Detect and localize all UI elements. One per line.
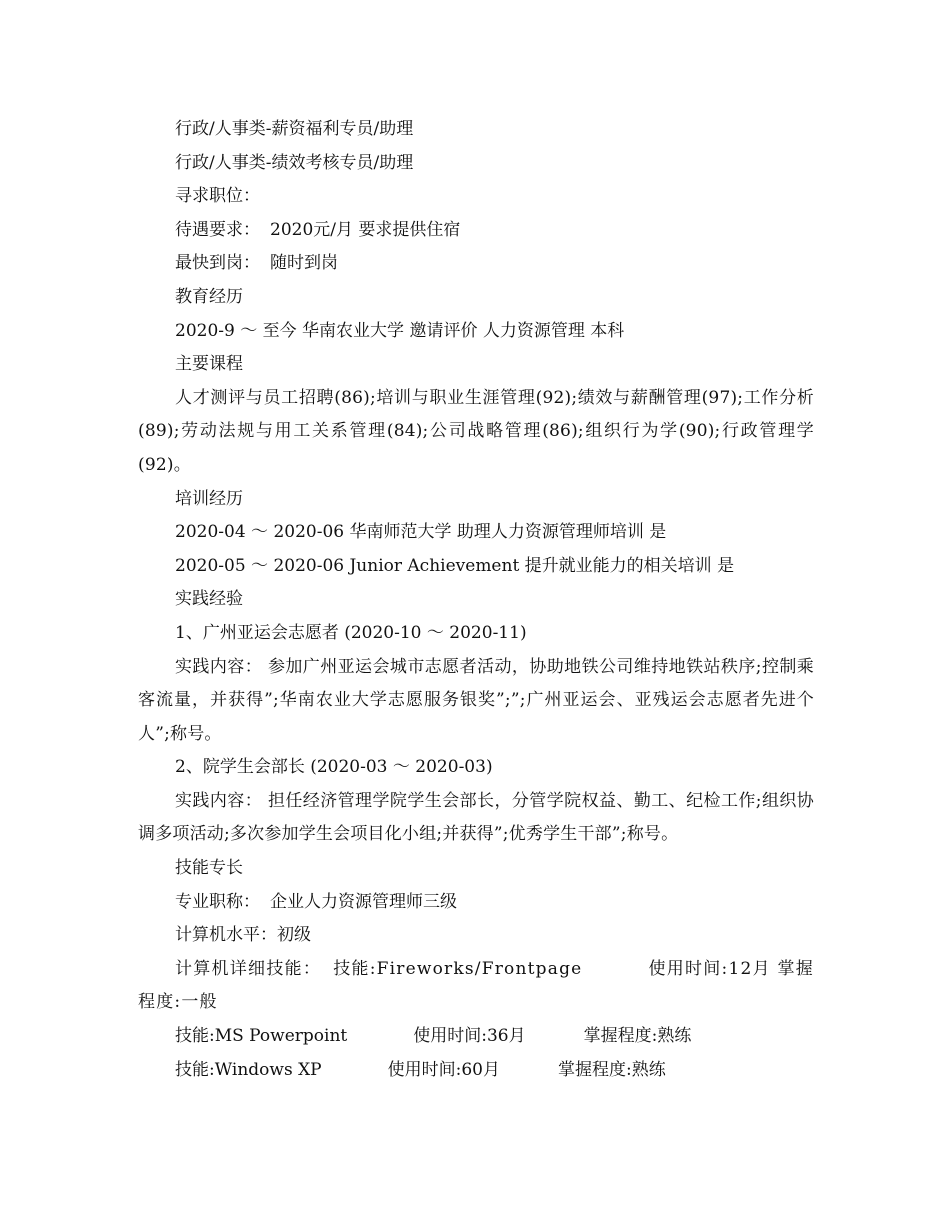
skill-3-level: 掌握程度:熟练	[557, 1059, 666, 1080]
courses-heading: 主要课程	[175, 354, 243, 375]
practice-2-text: 实践内容： 担任经济管理学院学生会部长，分管学院权益、勤工、纪检工作;组织协调多项活动;多次参加学生会项目化小组;并获得”;优秀学生干部”;称号。	[138, 790, 814, 845]
skill-2-level: 掌握程度:熟练	[583, 1026, 692, 1047]
skill-2-time: 使用时间:36月	[413, 1026, 526, 1047]
courses-text: 人才测评与员工招聘(86);培训与职业生涯管理(92);绩效与薪酬管理(97);工作分析(89);劳动法规与用工关系管理(84);公司战略管理(86);组织行为学(90);行政管理学(92)。	[138, 387, 814, 475]
skill-2-row	[138, 1020, 814, 1054]
skill-1-level: 掌握程度:一般	[138, 958, 814, 1013]
skill-3-time: 使用时间:60月	[387, 1059, 500, 1080]
professional-title-value: 企业人力资源管理师三级	[270, 891, 457, 912]
skill-2-name: 技能:MS Powerpoint	[175, 1026, 348, 1047]
training-entry-1: 2020-04 ～ 2020-06 华南师范大学 助理人力资源管理师培训 是	[175, 522, 667, 543]
salary-value: 2020元/月 要求提供住宿	[270, 219, 461, 240]
job-intention-1: 行政/人事类-薪资福利专员/助理	[175, 119, 414, 139]
professional-title-label: 专业职称：	[175, 891, 260, 912]
practice-2-title: 2、院学生会部长 (2020-03 ～ 2020-03)	[175, 757, 493, 778]
arrival-label: 最快到岗：	[175, 253, 260, 274]
salary-row	[138, 214, 814, 248]
practice-1-text: 实践内容： 参加广州亚运会城市志愿者活动，协助地铁公司维持地铁站秩序;控制乘客流量，并获得”;华南农业大学志愿服务银奖”;”;广州亚运会、亚残运会志愿者先进个人”;称号。	[138, 656, 814, 744]
training-heading: 培训经历	[175, 488, 243, 509]
education-entry: 2020-9 ～ 至今 华南农业大学 邀请评价 人力资源管理 本科	[175, 320, 625, 341]
computer-detail-label: 计算机详细技能：	[175, 958, 322, 979]
skill-3-name: 技能:Windows XP	[175, 1059, 322, 1080]
seek-position-label: 寻求职位：	[175, 186, 260, 207]
education-heading: 教育经历	[175, 286, 243, 307]
resume-page	[138, 113, 814, 1087]
training-entry-2: 2020-05 ～ 2020-06 Junior Achievement 提升就业能力的相关培训 是	[175, 555, 735, 576]
practice-heading: 实践经验	[175, 589, 243, 610]
computer-level: 计算机水平：初级	[175, 925, 311, 946]
arrival-row	[138, 247, 814, 281]
skill-1-name: 技能:Fireworks/Frontpage	[333, 958, 583, 979]
job-intention-2: 行政/人事类-绩效考核专员/助理	[175, 152, 414, 173]
skills-heading: 技能专长	[175, 858, 243, 879]
arrival-value: 随时到岗	[270, 253, 338, 274]
professional-title-row	[138, 886, 814, 920]
practice-1-title: 1、广州亚运会志愿者 (2020-10 ～ 2020-11)	[175, 622, 527, 643]
salary-label: 待遇要求：	[175, 219, 260, 240]
skill-3-row	[138, 1054, 814, 1088]
computer-detail-row	[138, 953, 814, 1020]
skill-1-time: 使用时间:12月	[648, 958, 771, 979]
